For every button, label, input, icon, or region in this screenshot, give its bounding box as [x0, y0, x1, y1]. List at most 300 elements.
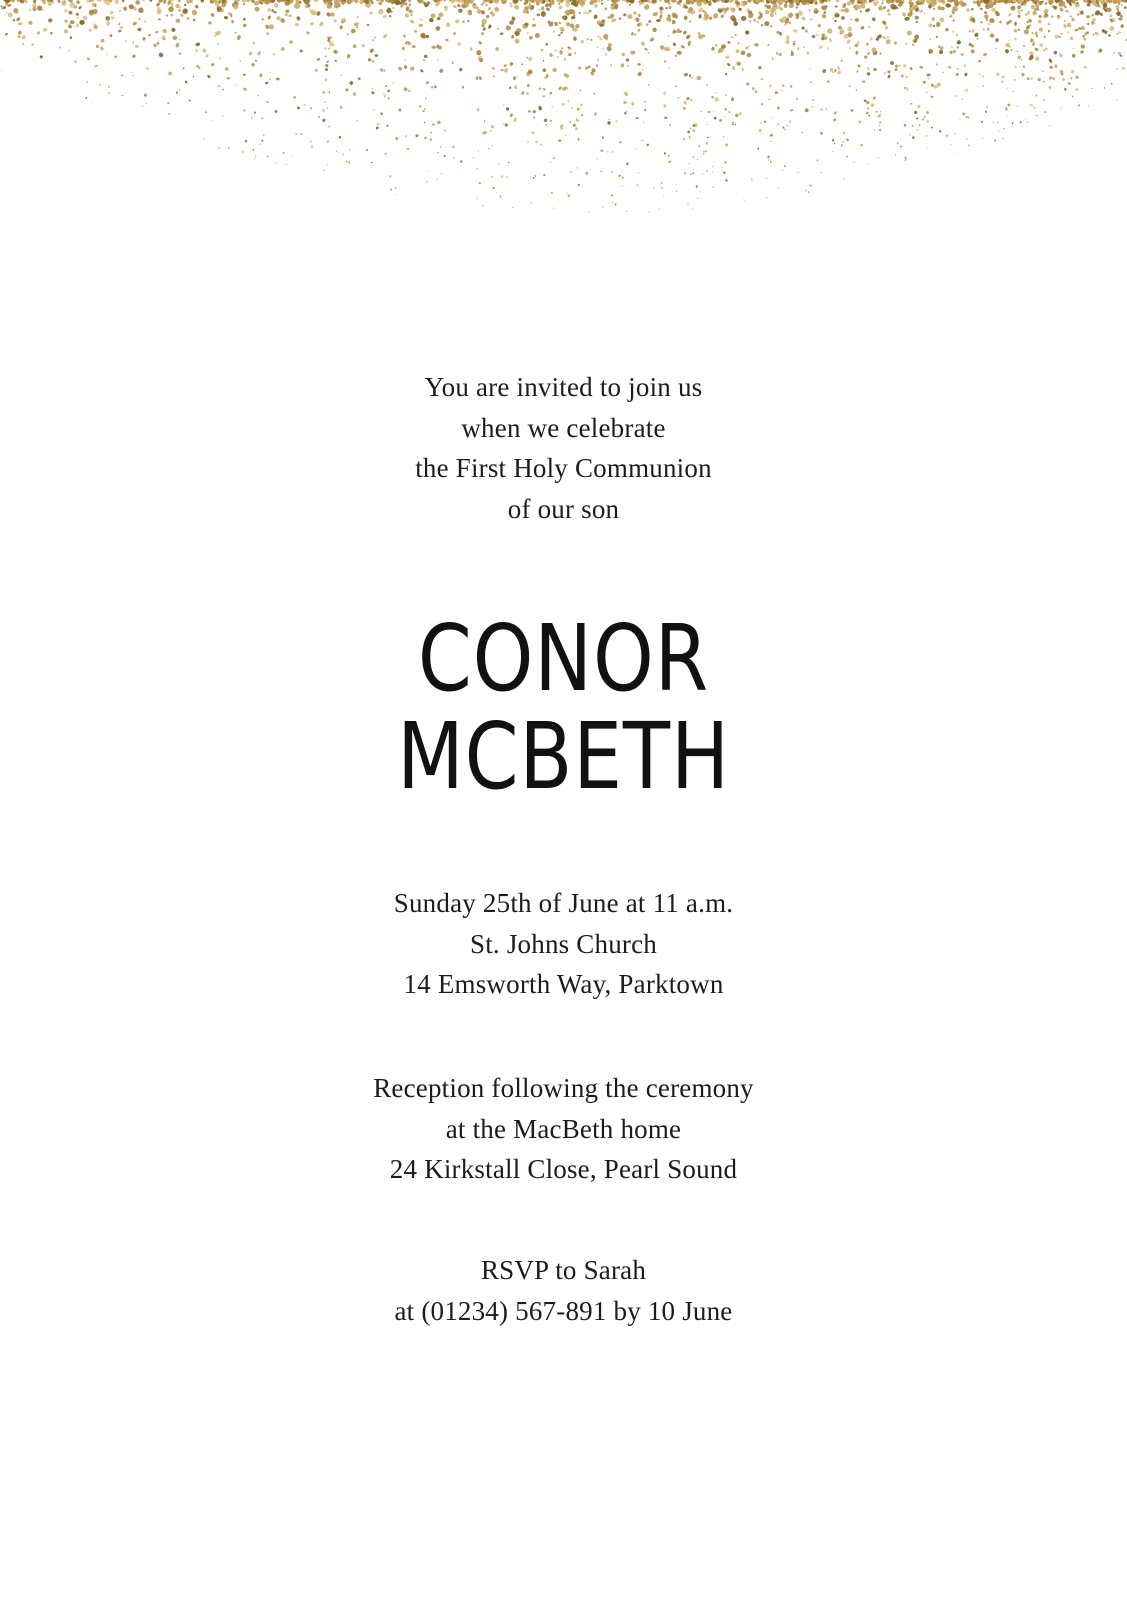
glitter-dot [677, 51, 682, 55]
glitter-dot [295, 23, 299, 27]
glitter-dot [816, 159, 819, 162]
glitter-dot [18, 22, 23, 26]
glitter-dot [755, 90, 758, 93]
glitter-dot [503, 123, 505, 125]
glitter-dot [646, 143, 650, 146]
glitter-dot [702, 173, 703, 174]
glitter-dot [241, 0, 248, 4]
glitter-dot [267, 15, 271, 20]
glitter-dot [900, 146, 902, 148]
glitter-dot [512, 207, 514, 209]
glitter-dot [244, 139, 247, 142]
glitter-dot [728, 111, 731, 114]
glitter-dot [481, 32, 485, 36]
glitter-dot [178, 0, 181, 2]
glitter-dot [1088, 105, 1089, 106]
glitter-dot [688, 136, 691, 139]
reception-details [0, 1068, 1127, 1190]
glitter-dot [1116, 33, 1119, 35]
glitter-dot [1, 69, 3, 71]
glitter-dot [914, 111, 918, 114]
glitter-dot [597, 0, 600, 2]
glitter-dot [810, 68, 811, 70]
glitter-dot [499, 195, 501, 198]
glitter-dot [504, 123, 509, 128]
glitter-dot [782, 126, 784, 129]
glitter-dot [904, 16, 910, 21]
glitter-dot [528, 35, 533, 40]
glitter-dot [790, 85, 793, 88]
glitter-dot [488, 148, 490, 150]
glitter-dot [926, 120, 929, 123]
glitter-dot [310, 107, 312, 109]
glitter-dot [585, 66, 588, 69]
glitter-dot [443, 155, 446, 157]
glitter-dot [727, 41, 731, 45]
glitter-dot [647, 0, 651, 3]
glitter-dot [175, 18, 181, 24]
glitter-dot [997, 121, 999, 123]
glitter-dot [815, 33, 819, 37]
glitter-dot [1047, 29, 1050, 32]
glitter-dot [338, 136, 341, 139]
glitter-dot [923, 80, 927, 84]
glitter-dot [560, 31, 563, 34]
glitter-dot [795, 6, 799, 10]
glitter-dot [567, 100, 569, 102]
glitter-dot [929, 38, 931, 40]
glitter-dot [738, 7, 742, 11]
glitter-dot [764, 20, 770, 26]
glitter-dot [700, 110, 702, 112]
glitter-dot [1012, 122, 1014, 125]
glitter-dot [146, 103, 147, 104]
glitter-dot [506, 25, 511, 30]
glitter-dot [585, 172, 588, 175]
glitter-dot [766, 197, 768, 199]
glitter-dot [776, 123, 780, 126]
glitter-dot [542, 87, 546, 91]
glitter-dot [251, 116, 253, 119]
glitter-dot [170, 13, 174, 17]
glitter-dot [36, 5, 43, 12]
glitter-dot [683, 107, 686, 110]
glitter-dot [620, 63, 624, 68]
glitter-dot [348, 161, 350, 164]
glitter-dot [1094, 31, 1099, 36]
glitter-dot [509, 113, 513, 117]
glitter-dot [202, 48, 207, 53]
glitter-dot [638, 172, 639, 173]
glitter-dot [29, 8, 31, 11]
glitter-dot [261, 117, 264, 120]
glitter-dot [545, 7, 550, 12]
glitter-dot [452, 145, 456, 149]
glitter-dot [790, 109, 793, 112]
glitter-dot [850, 18, 852, 20]
glitter-dot [1067, 31, 1070, 34]
glitter-dot [631, 32, 634, 35]
glitter-dot [318, 21, 324, 27]
glitter-dot [17, 0, 20, 2]
glitter-dot [774, 91, 778, 94]
glitter-dot [120, 26, 124, 29]
glitter-dot [644, 109, 647, 112]
glitter-dot [234, 84, 236, 86]
glitter-dot [425, 97, 427, 100]
glitter-dot [1060, 32, 1063, 35]
glitter-dot [964, 88, 968, 92]
glitter-dot [614, 203, 617, 206]
glitter-dot [1091, 13, 1095, 17]
glitter-dot [511, 35, 515, 39]
glitter-dot [784, 128, 786, 130]
glitter-dot [431, 86, 434, 89]
glitter-dot [968, 30, 971, 32]
glitter-dot [1044, 100, 1046, 102]
glitter-dot [823, 11, 827, 15]
glitter-dot [273, 11, 276, 14]
glitter-dot [398, 66, 403, 71]
glitter-dot [559, 50, 563, 55]
glitter-dot [211, 120, 212, 121]
glitter-dot [664, 152, 667, 155]
glitter-dot [383, 94, 387, 98]
glitter-dot [1084, 66, 1088, 69]
glitter-dot [284, 13, 288, 16]
glitter-dot [444, 129, 446, 131]
glitter-dot [887, 70, 891, 74]
glitter-dot [158, 18, 161, 20]
glitter-dot [453, 32, 456, 35]
glitter-dot [506, 176, 508, 178]
glitter-dot [689, 20, 692, 23]
glitter-dot [1029, 52, 1033, 55]
glitter-dot [636, 117, 639, 119]
glitter-dot [635, 17, 641, 23]
glitter-dot [193, 75, 195, 77]
glitter-dot [610, 64, 612, 66]
glitter-dot [269, 24, 274, 30]
glitter-dot [231, 20, 234, 24]
glitter-dot [179, 39, 181, 40]
glitter-dot [137, 6, 145, 14]
glitter-dot [7, 12, 13, 18]
glitter-dot [945, 28, 949, 32]
glitter-dot [1045, 2, 1048, 5]
glitter-dot [407, 89, 411, 92]
glitter-dot [860, 143, 863, 146]
glitter-dot [949, 50, 953, 54]
glitter-dot [1029, 104, 1031, 106]
glitter-dot [580, 103, 583, 106]
glitter-dot [988, 23, 990, 25]
glitter-dot [1020, 9, 1022, 11]
glitter-dot [526, 57, 528, 59]
glitter-dot [189, 100, 191, 102]
glitter-dot [882, 0, 885, 2]
glitter-dot [858, 120, 861, 123]
glitter-dot [459, 68, 462, 71]
glitter-dot [590, 39, 593, 42]
glitter-dot [879, 129, 882, 132]
glitter-dot [519, 0, 523, 2]
glitter-dot [266, 101, 269, 103]
glitter-dot [919, 65, 924, 69]
glitter-dot [267, 8, 272, 13]
glitter-dot [235, 32, 237, 34]
glitter-dot [342, 153, 344, 156]
glitter-dot [850, 109, 854, 112]
glitter-dot [441, 173, 443, 175]
glitter-dot [902, 64, 907, 69]
rsvp-line: RSVP to Sarah [480, 1255, 647, 1285]
glitter-dot [1042, 70, 1044, 72]
glitter-dot [1121, 66, 1125, 70]
glitter-dot [691, 77, 693, 79]
glitter-dot [492, 187, 495, 189]
glitter-dot [182, 67, 184, 69]
glitter-dot [317, 116, 320, 119]
glitter-dot [568, 195, 571, 197]
glitter-dot [785, 35, 790, 40]
glitter-dot [874, 129, 876, 131]
glitter-dot [596, 46, 598, 48]
glitter-dot [167, 102, 170, 104]
glitter-dot [33, 0, 36, 3]
glitter-dot [1074, 28, 1078, 31]
glitter-dot [353, 21, 359, 27]
glitter-dot [1039, 42, 1044, 47]
glitter-dot [894, 68, 898, 71]
glitter-dot [776, 106, 780, 110]
glitter-dot [663, 91, 667, 95]
glitter-dot [1017, 5, 1022, 10]
glitter-dot [12, 19, 15, 22]
glitter-dot [405, 135, 407, 137]
glitter-dot [593, 93, 595, 95]
glitter-dot [252, 41, 255, 44]
glitter-dot [746, 53, 751, 58]
glitter-dot [260, 143, 262, 145]
glitter-dot [535, 140, 539, 143]
glitter-dot [959, 118, 960, 120]
glitter-dot [192, 18, 196, 22]
glitter-dot [88, 0, 95, 3]
glitter-dot [409, 19, 415, 25]
glitter-dot [106, 53, 108, 55]
glitter-dot [1018, 28, 1021, 31]
glitter-dot [138, 17, 141, 20]
glitter-dot [200, 0, 204, 3]
glitter-dot [501, 175, 504, 178]
glitter-dot [274, 3, 279, 9]
glitter-dot [70, 20, 75, 25]
glitter-dot [347, 54, 351, 59]
glitter-dot [711, 47, 715, 51]
glitter-dot [938, 45, 941, 48]
glitter-dot [989, 18, 994, 23]
glitter-dot [896, 142, 899, 145]
glitter-dot [833, 118, 836, 122]
glitter-dot [737, 42, 739, 44]
glitter-dot [772, 57, 774, 60]
glitter-dot [846, 39, 851, 44]
glitter-dot [532, 177, 534, 179]
glitter-dot [497, 28, 499, 30]
glitter-dot [689, 127, 691, 129]
glitter-dot [684, 16, 688, 21]
glitter-dot [495, 46, 500, 51]
glitter-dot [683, 138, 686, 141]
glitter-dot [626, 162, 629, 165]
glitter-dot [109, 34, 113, 38]
glitter-dot [995, 38, 1000, 43]
glitter-dot [842, 2, 847, 8]
glitter-dot [313, 0, 319, 3]
glitter-dot [109, 10, 114, 15]
glitter-dot [482, 27, 486, 31]
glitter-dot [706, 84, 708, 86]
glitter-dot [890, 61, 895, 65]
glitter-dot [767, 155, 769, 158]
glitter-dot [142, 105, 144, 107]
event-address-line: 14 Emsworth Way, Parktown [403, 969, 724, 999]
glitter-dot [711, 95, 715, 99]
glitter-dot [74, 60, 77, 63]
glitter-dot [925, 91, 928, 93]
glitter-dot [801, 16, 807, 21]
glitter-dot [476, 108, 480, 112]
glitter-dot [300, 49, 303, 52]
glitter-dot [995, 47, 997, 49]
glitter-dot [1031, 77, 1034, 80]
glitter-dot [178, 9, 181, 12]
glitter-dot [558, 139, 562, 143]
glitter-dot [1077, 13, 1080, 16]
glitter-dot [706, 170, 708, 172]
glitter-dot [640, 139, 642, 141]
glitter-dot [1043, 81, 1044, 83]
glitter-dot [736, 194, 737, 195]
glitter-dot [543, 174, 546, 177]
glitter-dot [857, 64, 861, 68]
glitter-dot [219, 57, 221, 59]
glitter-dot [840, 138, 842, 139]
glitter-dot [122, 95, 124, 96]
glitter-dot [124, 40, 127, 43]
glitter-dot [673, 43, 676, 47]
glitter-dot [705, 150, 708, 153]
glitter-dot [1008, 12, 1013, 17]
glitter-dot [558, 34, 561, 36]
glitter-dot [1035, 94, 1037, 96]
glitter-dot [309, 22, 314, 26]
glitter-dot [243, 109, 246, 112]
glitter-dot [1037, 19, 1042, 24]
glitter-dot [865, 111, 869, 115]
glitter-dot [680, 45, 685, 50]
glitter-dot [830, 68, 834, 72]
glitter-dot [702, 153, 704, 155]
glitter-dot [782, 85, 785, 87]
glitter-dot [992, 121, 993, 123]
glitter-dot [924, 116, 926, 118]
glitter-dot [778, 52, 782, 56]
glitter-dot [253, 111, 256, 114]
glitter-dot [1124, 6, 1127, 9]
glitter-dot [1072, 95, 1074, 97]
glitter-dot [1013, 28, 1017, 32]
glitter-dot [478, 150, 479, 151]
glitter-dot [490, 125, 494, 129]
glitter-dot [1001, 81, 1004, 83]
glitter-dot [690, 98, 693, 101]
glitter-dot [847, 26, 853, 32]
glitter-dot [739, 112, 742, 115]
glitter-dot [476, 198, 477, 199]
glitter-dot [776, 52, 779, 55]
glitter-dot [78, 5, 83, 10]
glitter-dot [1059, 53, 1063, 58]
glitter-dot [371, 88, 373, 90]
glitter-dot [1071, 17, 1075, 22]
glitter-dot [540, 144, 542, 146]
glitter-dot [643, 121, 644, 123]
glitter-dot [692, 172, 694, 174]
child-name [0, 605, 1127, 810]
glitter-dot [462, 20, 465, 23]
glitter-dot [491, 175, 493, 178]
glitter-dot [870, 103, 875, 108]
glitter-dot [626, 210, 628, 212]
glitter-dot [730, 97, 734, 102]
glitter-dot [607, 151, 609, 153]
glitter-dot [554, 21, 558, 26]
glitter-dot [1027, 77, 1030, 80]
glitter-dot [611, 171, 613, 173]
glitter-dot [424, 136, 427, 140]
glitter-dot [986, 106, 988, 108]
glitter-dot [868, 25, 871, 28]
glitter-dot [949, 15, 953, 18]
glitter-dot [336, 150, 338, 152]
glitter-dot [577, 183, 580, 186]
glitter-dot [808, 9, 811, 12]
glitter-dot [503, 104, 505, 106]
glitter-dot [374, 54, 378, 57]
glitter-dot [994, 139, 996, 142]
glitter-dot [100, 38, 105, 43]
glitter-dot [568, 52, 572, 56]
glitter-dot [557, 56, 559, 59]
glitter-dot [543, 60, 545, 62]
glitter-dot [867, 107, 869, 109]
glitter-dot [578, 11, 581, 14]
glitter-dot [588, 211, 590, 213]
glitter-dot [132, 41, 134, 43]
glitter-dot [123, 6, 127, 10]
glitter-dot [1020, 121, 1022, 123]
glitter-dot [692, 128, 696, 132]
glitter-dot [931, 127, 933, 129]
glitter-dot [1066, 22, 1072, 28]
glitter-dot [135, 45, 139, 48]
glitter-dot [643, 3, 651, 11]
glitter-dot [653, 187, 654, 189]
glitter-dot [282, 151, 285, 154]
glitter-dot [834, 19, 837, 22]
